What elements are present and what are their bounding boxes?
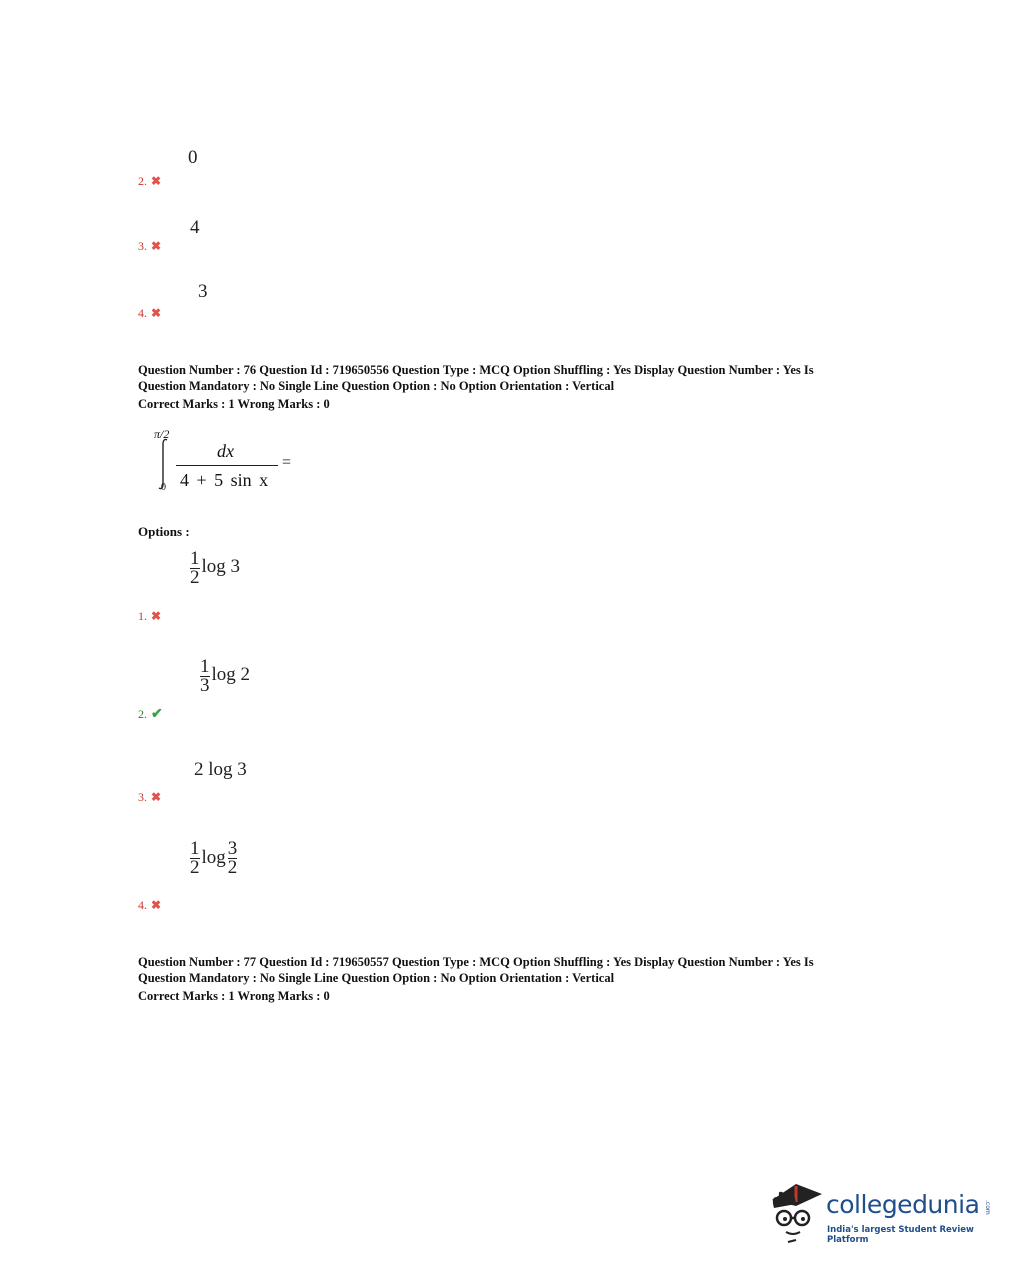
integral-upper-limit: π/2 [154,427,170,441]
meta-line: Question Number : 77 Question Id : 719650557 Question Type : MCQ Option Shuffling : Yes Display Question Number : Yes Is [138,955,814,969]
option-label [138,788,161,806]
option-label [138,896,161,914]
fraction-numerator: 3 [227,838,238,859]
option-label [138,172,161,190]
integral-numerator: dx [217,441,234,461]
mascot-icon [766,1178,824,1244]
option-number: 3. [138,239,147,253]
option-value: 3 [198,281,208,302]
brand-logo [766,1176,996,1246]
fraction-numerator: 1 [190,548,200,569]
options-label: Options : [138,524,190,539]
fraction-denominator: 2 [190,857,200,878]
question-meta [138,362,898,412]
option-number: 2. [138,707,147,721]
option-number: 2. [138,174,147,188]
brand-name: collegedunia [826,1190,980,1219]
fraction-denominator: 2 [227,857,238,878]
fraction-denominator: 2 [190,567,200,588]
brand-suffix: .com [984,1200,991,1215]
marks-line: Correct Marks : 1 Wrong Marks : 0 [138,989,330,1003]
option-number: 4. [138,306,147,320]
fraction [228,840,238,877]
option-expression: 2 log 3 [194,759,247,780]
integral-expression [150,425,310,497]
question-meta [138,954,898,1004]
option-math [200,658,250,695]
option-math [190,550,240,587]
option-label [138,607,161,625]
meta-line: Question Number : 76 Question Id : 719650556 Question Type : MCQ Option Shuffling : Yes Display Question Number : Yes Is [138,363,814,377]
cross-icon: ✖ [151,898,162,912]
marks-line: Correct Marks : 1 Wrong Marks : 0 [138,397,330,411]
cross-icon: ✖ [151,174,162,188]
fraction [200,658,210,695]
cross-icon: ✖ [151,239,162,253]
meta-line: Question Mandatory : No Single Line Question Option : No Option Orientation : Vertical [138,971,615,985]
integral-denominator: 4 + 5 sin x [180,470,269,490]
check-icon: ✔ [151,707,163,722]
option-label [138,304,161,322]
option-number: 4. [138,898,147,912]
option-value: 4 [190,217,200,238]
fraction-numerator: 1 [200,656,210,677]
fraction-numerator: 1 [190,838,200,859]
option-label [138,237,161,255]
cross-icon: ✖ [151,790,162,804]
option-number: 3. [138,790,147,804]
fraction-bar [176,465,278,466]
option-expression: log 2 [211,663,251,685]
option-math [190,840,237,877]
equals-sign: = [282,454,292,471]
option-label [138,705,163,723]
option-expression: log [201,846,226,868]
option-number: 1. [138,609,147,623]
option-value: 0 [188,147,198,168]
fraction [190,840,200,877]
cross-icon: ✖ [151,306,162,320]
cross-icon: ✖ [151,609,162,623]
brand-tagline: India's largest Student Review Platform [827,1225,974,1245]
meta-line: Question Mandatory : No Single Line Question Option : No Option Orientation : Vertical [138,379,615,393]
option-expression: log 3 [201,555,241,577]
fraction-denominator: 3 [200,675,210,696]
integral-lower-limit: 0 [161,482,166,493]
fraction [190,550,200,587]
